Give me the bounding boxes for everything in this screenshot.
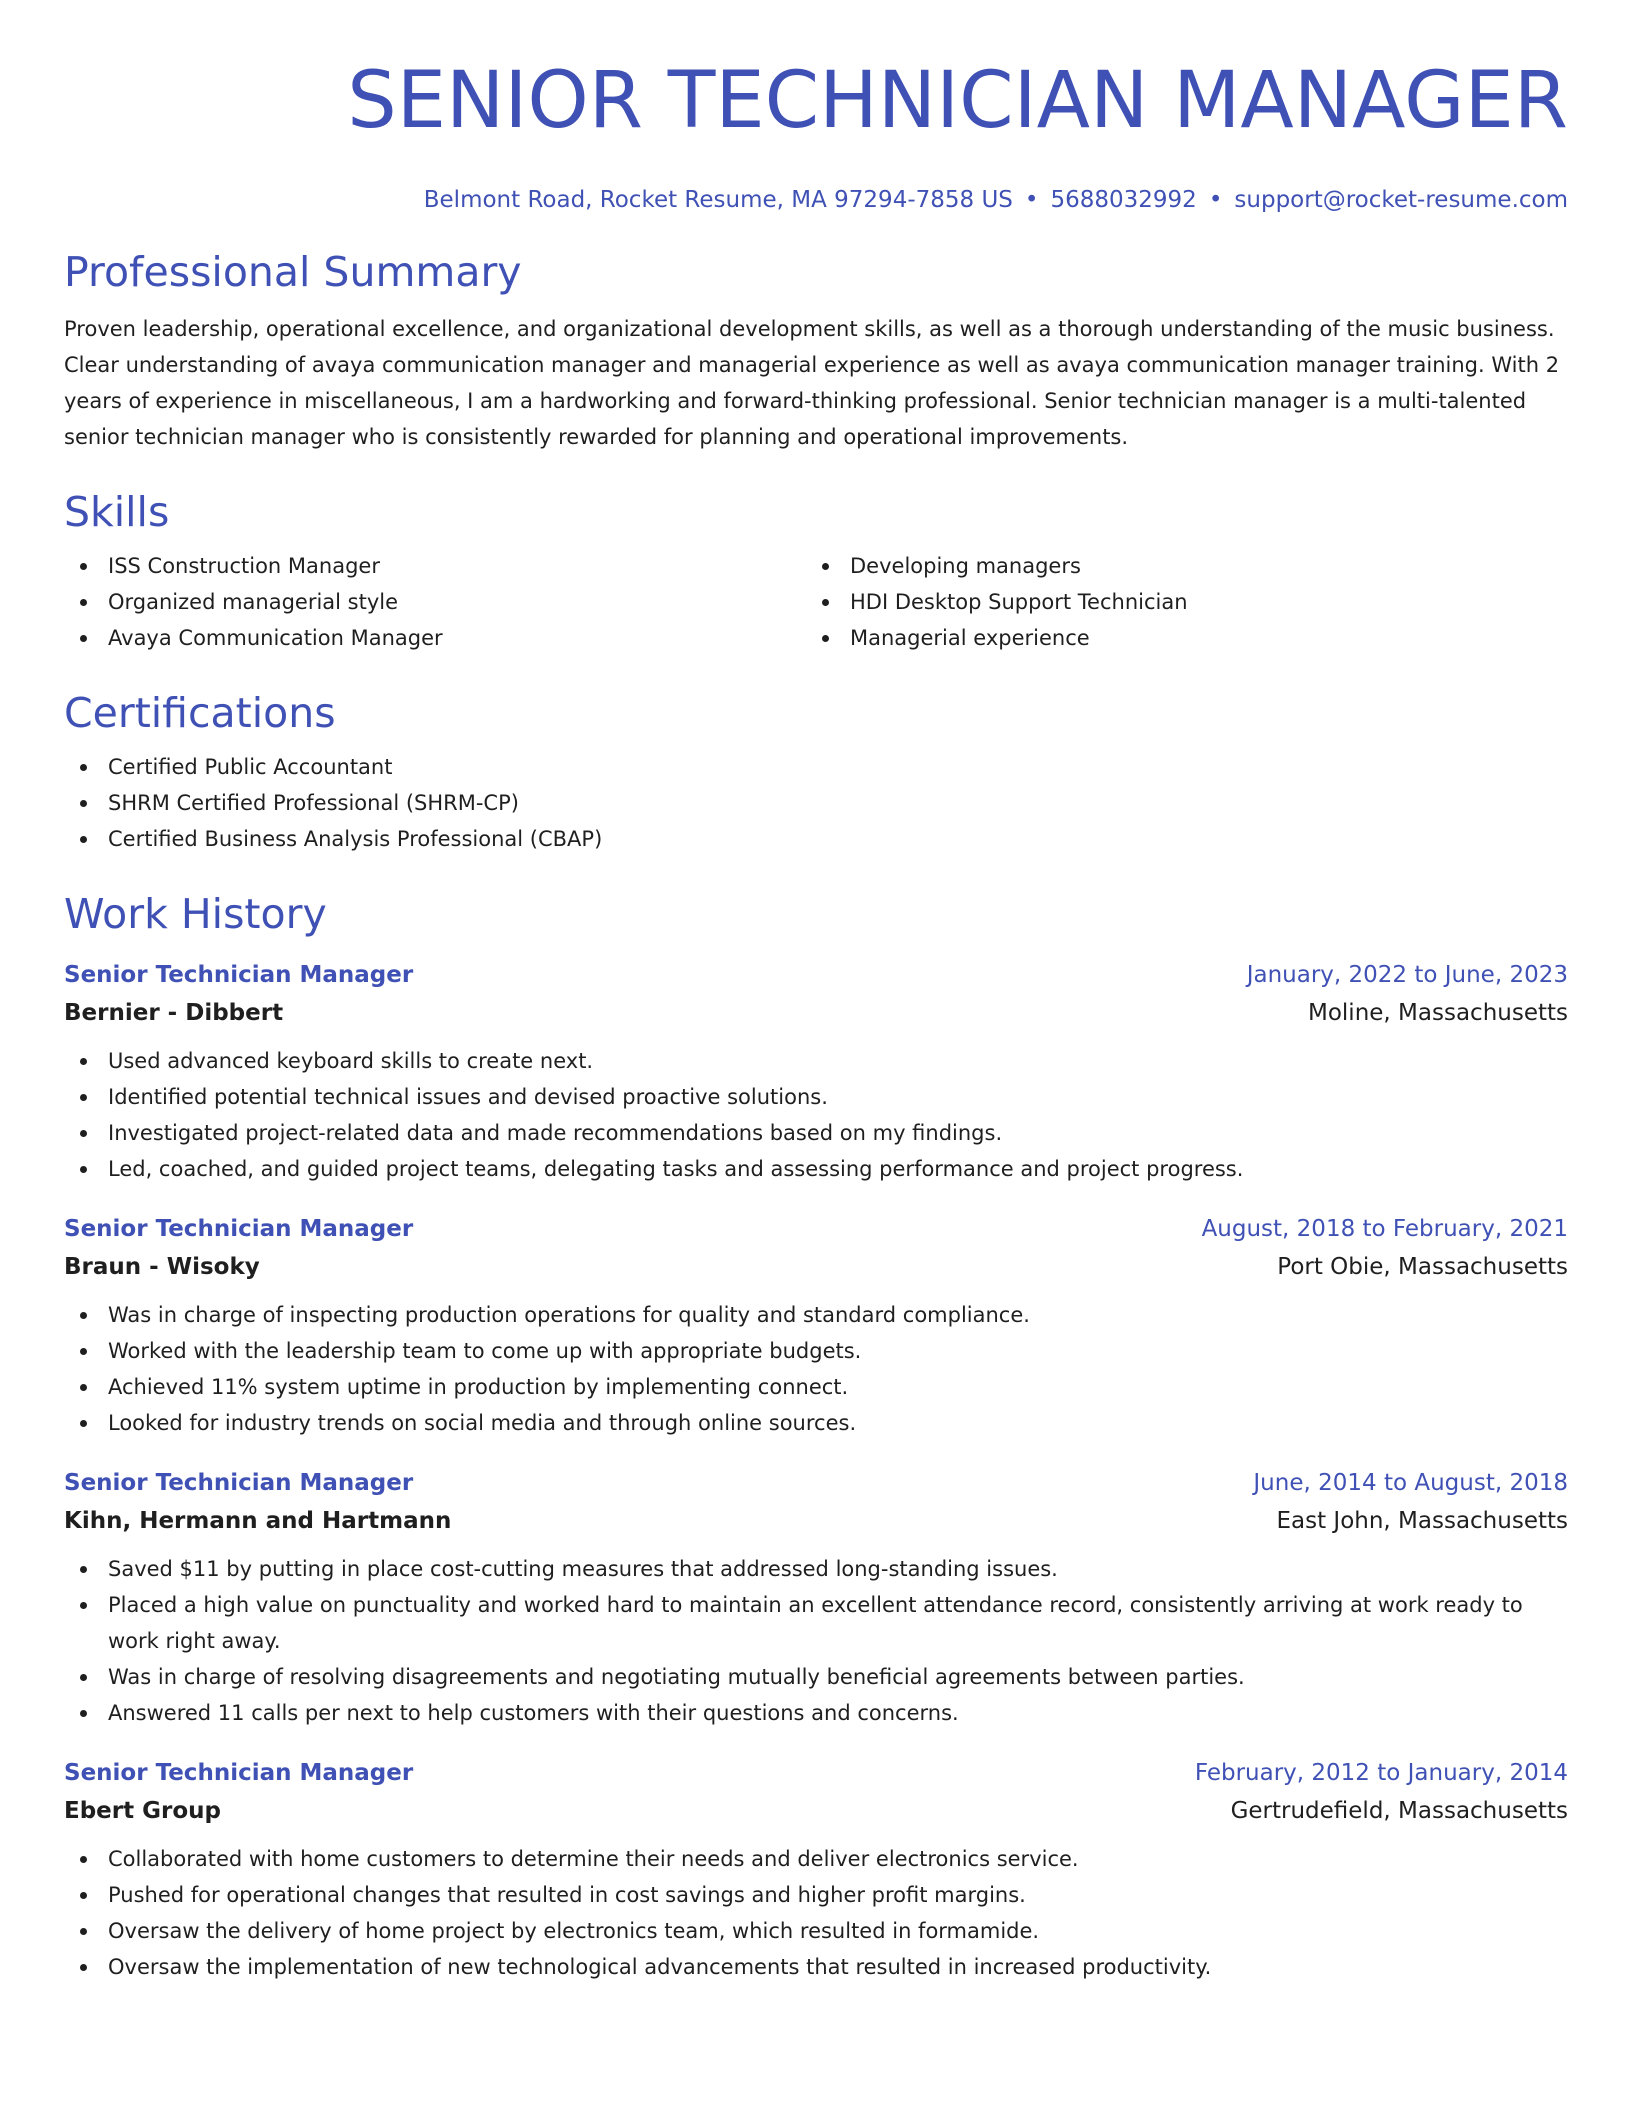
job-title: Senior Technician Manager (64, 1760, 414, 1787)
job-bullet: Oversaw the implementation of new technological advancements that resulted in increased productivity. (64, 1949, 1568, 1985)
job-bullets (64, 1043, 1568, 1187)
skill-item: Managerial experience (806, 620, 1548, 656)
job-entry (64, 1465, 1568, 1731)
job-location: Gertrudefield, Massachusetts (1230, 1798, 1568, 1825)
job-bullet: Answered 11 calls per next to help customers with their questions and concerns. (64, 1695, 1568, 1731)
skill-item: Avaya Communication Manager (64, 620, 806, 656)
job-dates: August, 2018 to February, 2021 (1201, 1216, 1568, 1243)
job-entry (64, 1211, 1568, 1441)
contact-separator: • (1024, 187, 1039, 213)
job-bullet: Led, coached, and guided project teams, delegating tasks and assessing performance and project progress. (64, 1151, 1568, 1187)
job-bullets (64, 1841, 1568, 1985)
job-company: Bernier - Dibbert (64, 1000, 284, 1027)
contact-email: support@rocket-resume.com (1234, 187, 1568, 213)
job-bullet: Used advanced keyboard skills to create next. (64, 1043, 1568, 1079)
contact-phone: 5688032992 (1050, 187, 1197, 213)
skill-item: HDI Desktop Support Technician (806, 584, 1548, 620)
job-company: Ebert Group (64, 1798, 221, 1825)
job-bullet: Looked for industry trends on social media and through online sources. (64, 1405, 1568, 1441)
skills-list-left (64, 548, 806, 656)
job-bullet: Worked with the leadership team to come up with appropriate budgets. (64, 1333, 1568, 1369)
contact-separator: • (1208, 187, 1223, 213)
job-bullet: Oversaw the delivery of home project by electronics team, which resulted in formamide. (64, 1913, 1568, 1949)
job-location: Moline, Massachusetts (1308, 1000, 1568, 1027)
job-bullet: Achieved 11% system uptime in production by implementing connect. (64, 1369, 1568, 1405)
contact-line (64, 187, 1568, 215)
skill-item: Developing managers (806, 548, 1548, 584)
resume-page (64, 0, 1568, 1985)
job-dates: February, 2012 to January, 2014 (1194, 1760, 1568, 1787)
job-title: Senior Technician Manager (64, 1216, 414, 1243)
job-bullets (64, 1551, 1568, 1731)
job-dates: June, 2014 to August, 2018 (1253, 1470, 1568, 1497)
job-bullet: Identified potential technical issues and devised proactive solutions. (64, 1079, 1568, 1115)
job-location: East John, Massachusetts (1276, 1508, 1568, 1535)
resume-name: SENIOR TECHNICIAN MANAGER (347, 56, 1568, 146)
skills-grid (64, 537, 1568, 656)
certification-item: Certified Business Analysis Professional (CBAP) (64, 821, 1568, 857)
job-entry (64, 1755, 1568, 1985)
summary-heading: Professional Summary (64, 247, 522, 296)
job-bullet: Was in charge of resolving disagreements and negotiating mutually beneficial agreements between parties. (64, 1659, 1568, 1695)
skills-list-right (806, 548, 1548, 656)
job-bullet: Placed a high value on punctuality and worked hard to maintain an excellent attendance record, consistently arriving at work ready to work right away. (64, 1587, 1568, 1659)
certifications-heading: Certifications (64, 688, 336, 737)
skills-heading: Skills (64, 487, 170, 536)
work-history-heading: Work History (64, 890, 327, 939)
job-bullet: Investigated project-related data and made recommendations based on my findings. (64, 1115, 1568, 1151)
job-bullet: Was in charge of inspecting production operations for quality and standard compliance. (64, 1297, 1568, 1333)
job-bullets (64, 1297, 1568, 1441)
certification-item: SHRM Certified Professional (SHRM-CP) (64, 785, 1568, 821)
job-company: Kihn, Hermann and Hartmann (64, 1508, 452, 1535)
contact-address: Belmont Road, Rocket Resume, MA 97294-7858 US (423, 187, 1013, 213)
job-title: Senior Technician Manager (64, 1470, 414, 1497)
job-title: Senior Technician Manager (64, 962, 414, 989)
job-entry (64, 957, 1568, 1187)
skill-item: ISS Construction Manager (64, 548, 806, 584)
summary-text: Proven leadership, operational excellence, and organizational development skills, as well as a thorough understanding of the music business. Clear understanding of avaya communication manager and managerial experience as well as avaya communication manager training. With 2 years of experience in miscellaneous, I am a hardworking and forward-thinking professional. Senior technician manager is a multi-talented senior technician manager who is consistently rewarded for planning and operational improvements. (64, 316, 1560, 449)
job-bullet: Pushed for operational changes that resulted in cost savings and higher profit margins. (64, 1877, 1568, 1913)
job-bullet: Collaborated with home customers to determine their needs and deliver electronics service. (64, 1841, 1568, 1877)
job-dates: January, 2022 to June, 2023 (1246, 962, 1568, 989)
certifications-list (64, 749, 1568, 857)
job-location: Port Obie, Massachusetts (1277, 1254, 1568, 1281)
job-company: Braun - Wisoky (64, 1254, 260, 1281)
skill-item: Organized managerial style (64, 584, 806, 620)
job-bullet: Saved $11 by putting in place cost-cutting measures that addressed long-standing issues. (64, 1551, 1568, 1587)
certification-item: Certified Public Accountant (64, 749, 1568, 785)
